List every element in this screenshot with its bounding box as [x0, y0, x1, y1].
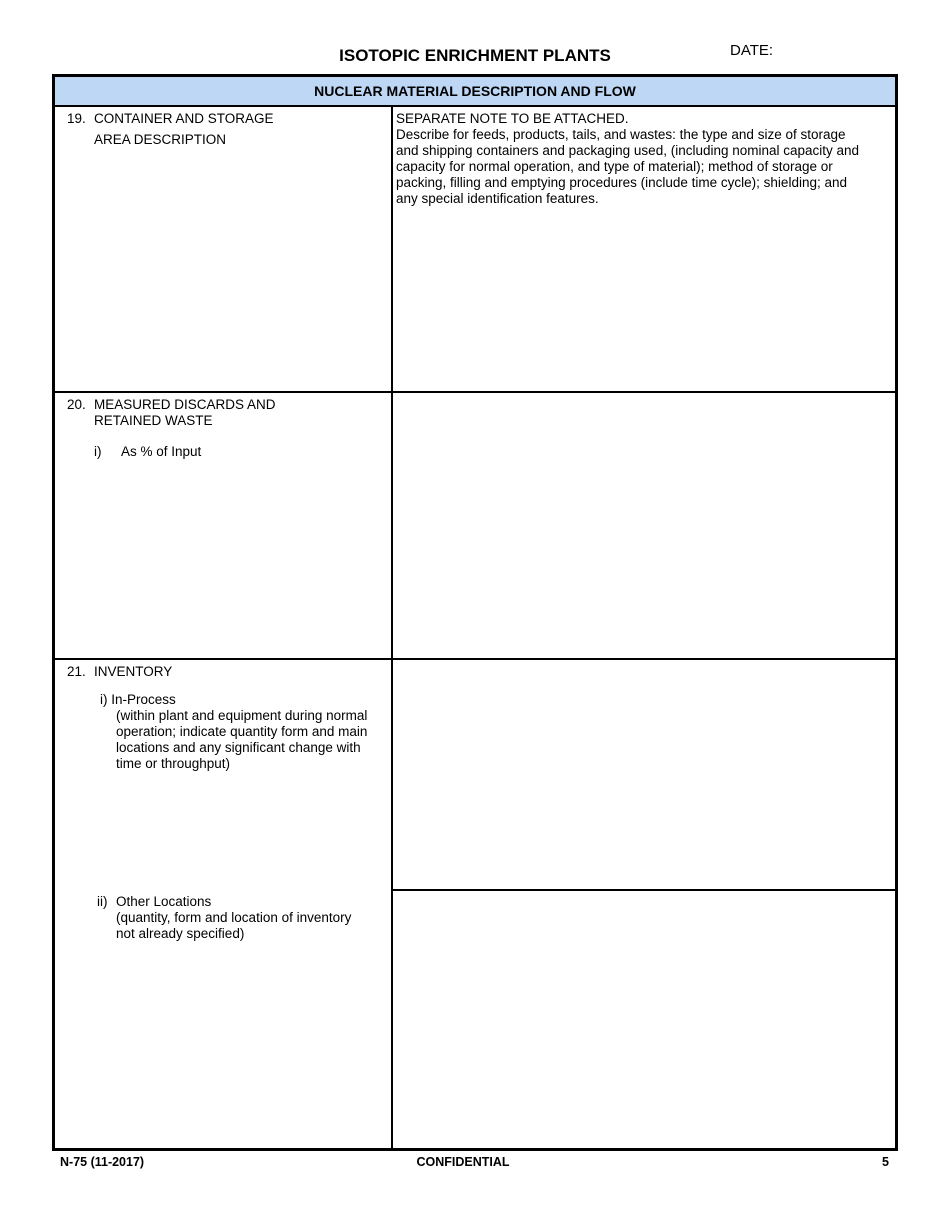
item-20-number: 20. — [67, 397, 86, 412]
section-header: NUCLEAR MATERIAL DESCRIPTION AND FLOW — [55, 77, 895, 107]
item-21-label: INVENTORY — [94, 664, 173, 679]
item-20-label-line2: RETAINED WASTE — [94, 413, 213, 428]
item-20-label — [94, 397, 276, 429]
item-20-sub-i-label: As % of Input — [121, 444, 202, 459]
item-21-sub-i-line3: locations and any significant change with — [116, 740, 361, 755]
page-number: 5 — [882, 1155, 889, 1169]
row-divider-20-21 — [55, 658, 895, 660]
date-label: DATE: — [730, 42, 774, 59]
item-21-sub-i-line2: operation; indicate quantity form and main — [116, 724, 368, 739]
item-21-sub-ii-label: Other Locations — [116, 894, 212, 909]
item-21-sub-ii-marker: ii) — [97, 894, 108, 909]
item-20-label-line1: MEASURED DISCARDS AND — [94, 397, 276, 412]
item-21-sub-i-label: i) In-Process — [100, 692, 176, 707]
item-20-entry-field[interactable] — [396, 395, 890, 657]
item-19-note-line1: Describe for feeds, products, tails, and wastes: the type and size of storage — [396, 127, 846, 142]
item-19-note — [396, 111, 890, 207]
item-19-entry-field[interactable] — [396, 211, 890, 389]
page-title: ISOTOPIC ENRICHMENT PLANTS — [339, 46, 611, 65]
item-19-label-line2: AREA DESCRIPTION — [94, 132, 227, 147]
item-21-sub-i-line4: time or throughput) — [116, 756, 231, 771]
item-21-other-locations-entry-field[interactable] — [396, 893, 890, 1145]
form-number: N-75 (11-2017) — [60, 1155, 145, 1169]
form-table — [52, 74, 898, 1151]
row-divider-21-sub — [393, 889, 895, 891]
item-21-in-process-entry-field[interactable] — [396, 662, 890, 888]
item-21-sub-ii-description — [116, 910, 351, 942]
item-19-note-title: SEPARATE NOTE TO BE ATTACHED. — [396, 111, 629, 126]
item-19-note-line5: any special identification features. — [396, 191, 599, 206]
item-21-number: 21. — [67, 664, 86, 679]
row-divider-19-20 — [55, 391, 895, 393]
item-19-note-line3: capacity for normal operation, and type of material); method of storage or — [396, 159, 833, 174]
item-20-sub-i-marker: i) — [94, 444, 102, 459]
item-21-sub-ii-line1: (quantity, form and location of inventory — [116, 910, 352, 925]
item-19-note-line2: and shipping containers and packaging used, (including nominal capacity and — [396, 143, 860, 158]
item-19-number: 19. — [67, 111, 86, 126]
item-21-sub-ii-line2: not already specified) — [116, 926, 245, 941]
item-21-sub-i-description — [116, 708, 367, 772]
classification-label: CONFIDENTIAL — [416, 1155, 510, 1169]
item-19-label — [94, 111, 274, 148]
column-divider — [391, 107, 393, 1148]
item-21-sub-i-line1: (within plant and equipment during normal — [116, 708, 368, 723]
item-19-label-line1: CONTAINER AND STORAGE — [94, 111, 274, 126]
item-19-note-line4: packing, filling and emptying procedures (include time cycle); shielding; and — [396, 175, 847, 190]
